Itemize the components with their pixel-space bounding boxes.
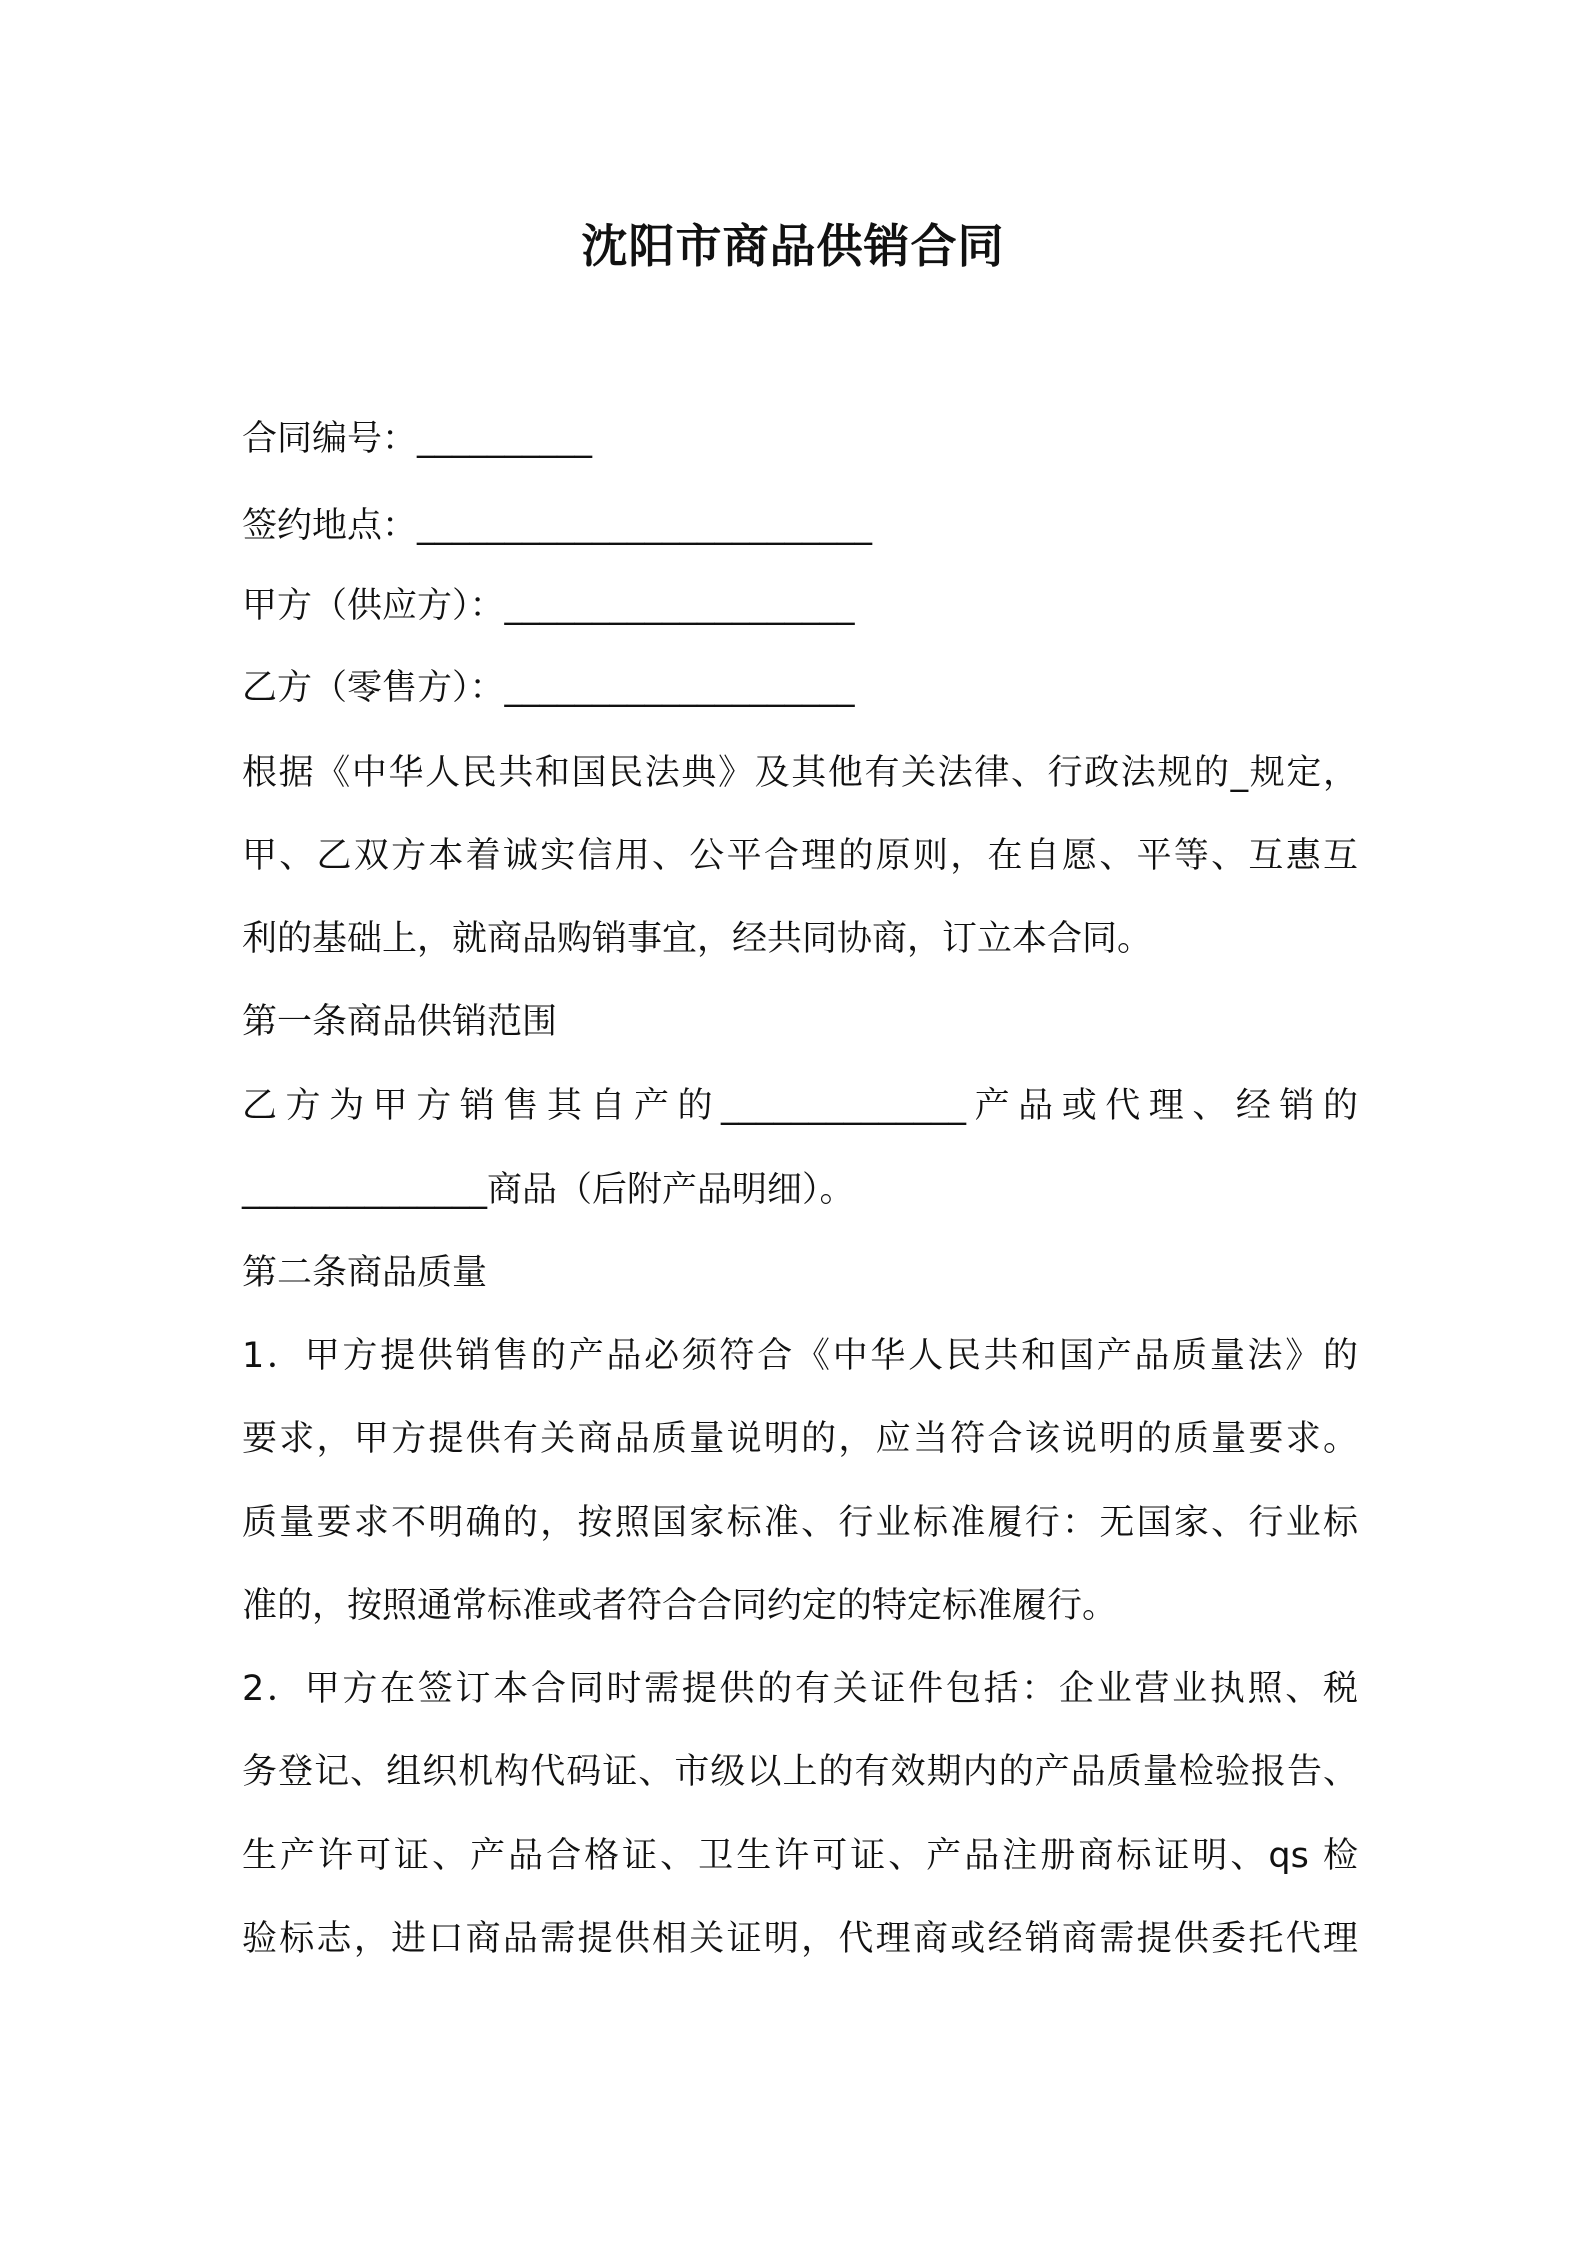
article-heading: 第二条商品质量 — [242, 1253, 488, 1293]
article-heading: 第一条商品供销范围 — [242, 1002, 558, 1042]
preamble-line: 利的基础上，就商品购销事宜，经共同协商，订立本合同。 — [242, 919, 1153, 959]
preamble-line: 根据《中华人民共和国民法典》及其他有关法律、行政法规的_规定， — [242, 753, 1358, 793]
article-1-line: ______________商品（后附产品明细）。 — [242, 1170, 855, 1210]
article-2-line: 务登记、组织机构代码证、市级以上的有效期内的产品质量检验报告、 — [242, 1752, 1358, 1792]
party-a-field: 甲方（供应方）：____________________ — [242, 586, 855, 626]
article-1-line: 乙方为甲方销售其自产的______________产品或代理、经销的 — [242, 1086, 1358, 1126]
party-b-field: 乙方（零售方）：____________________ — [242, 668, 855, 708]
article-2-line: 验标志，进口商品需提供相关证明，代理商或经销商需提供委托代理 — [242, 1919, 1358, 1959]
article-2-line: 准的，按照通常标准或者符合合同约定的特定标准履行。 — [242, 1586, 1118, 1626]
article-2-line: 1．甲方提供销售的产品必须符合《中华人民共和国产品质量法》的 — [242, 1336, 1358, 1376]
document-title: 沈阳市商品供销合同 — [581, 219, 1005, 273]
article-2-line: 生产许可证、产品合格证、卫生许可证、产品注册商标证明、qs 检 — [242, 1836, 1358, 1876]
article-2-line: 质量要求不明确的，按照国家标准、行业标准履行：无国家、行业标 — [242, 1503, 1358, 1543]
article-2-line: 2．甲方在签订本合同时需提供的有关证件包括：企业营业执照、税 — [242, 1669, 1358, 1709]
contract-number-field: 合同编号：__________ — [242, 419, 593, 459]
article-2-line: 要求，甲方提供有关商品质量说明的，应当符合该说明的质量要求。 — [242, 1419, 1358, 1459]
signing-place-field: 签约地点：__________________________ — [242, 506, 873, 546]
preamble-line: 甲、乙双方本着诚实信用、公平合理的原则，在自愿、平等、互惠互 — [242, 836, 1358, 876]
